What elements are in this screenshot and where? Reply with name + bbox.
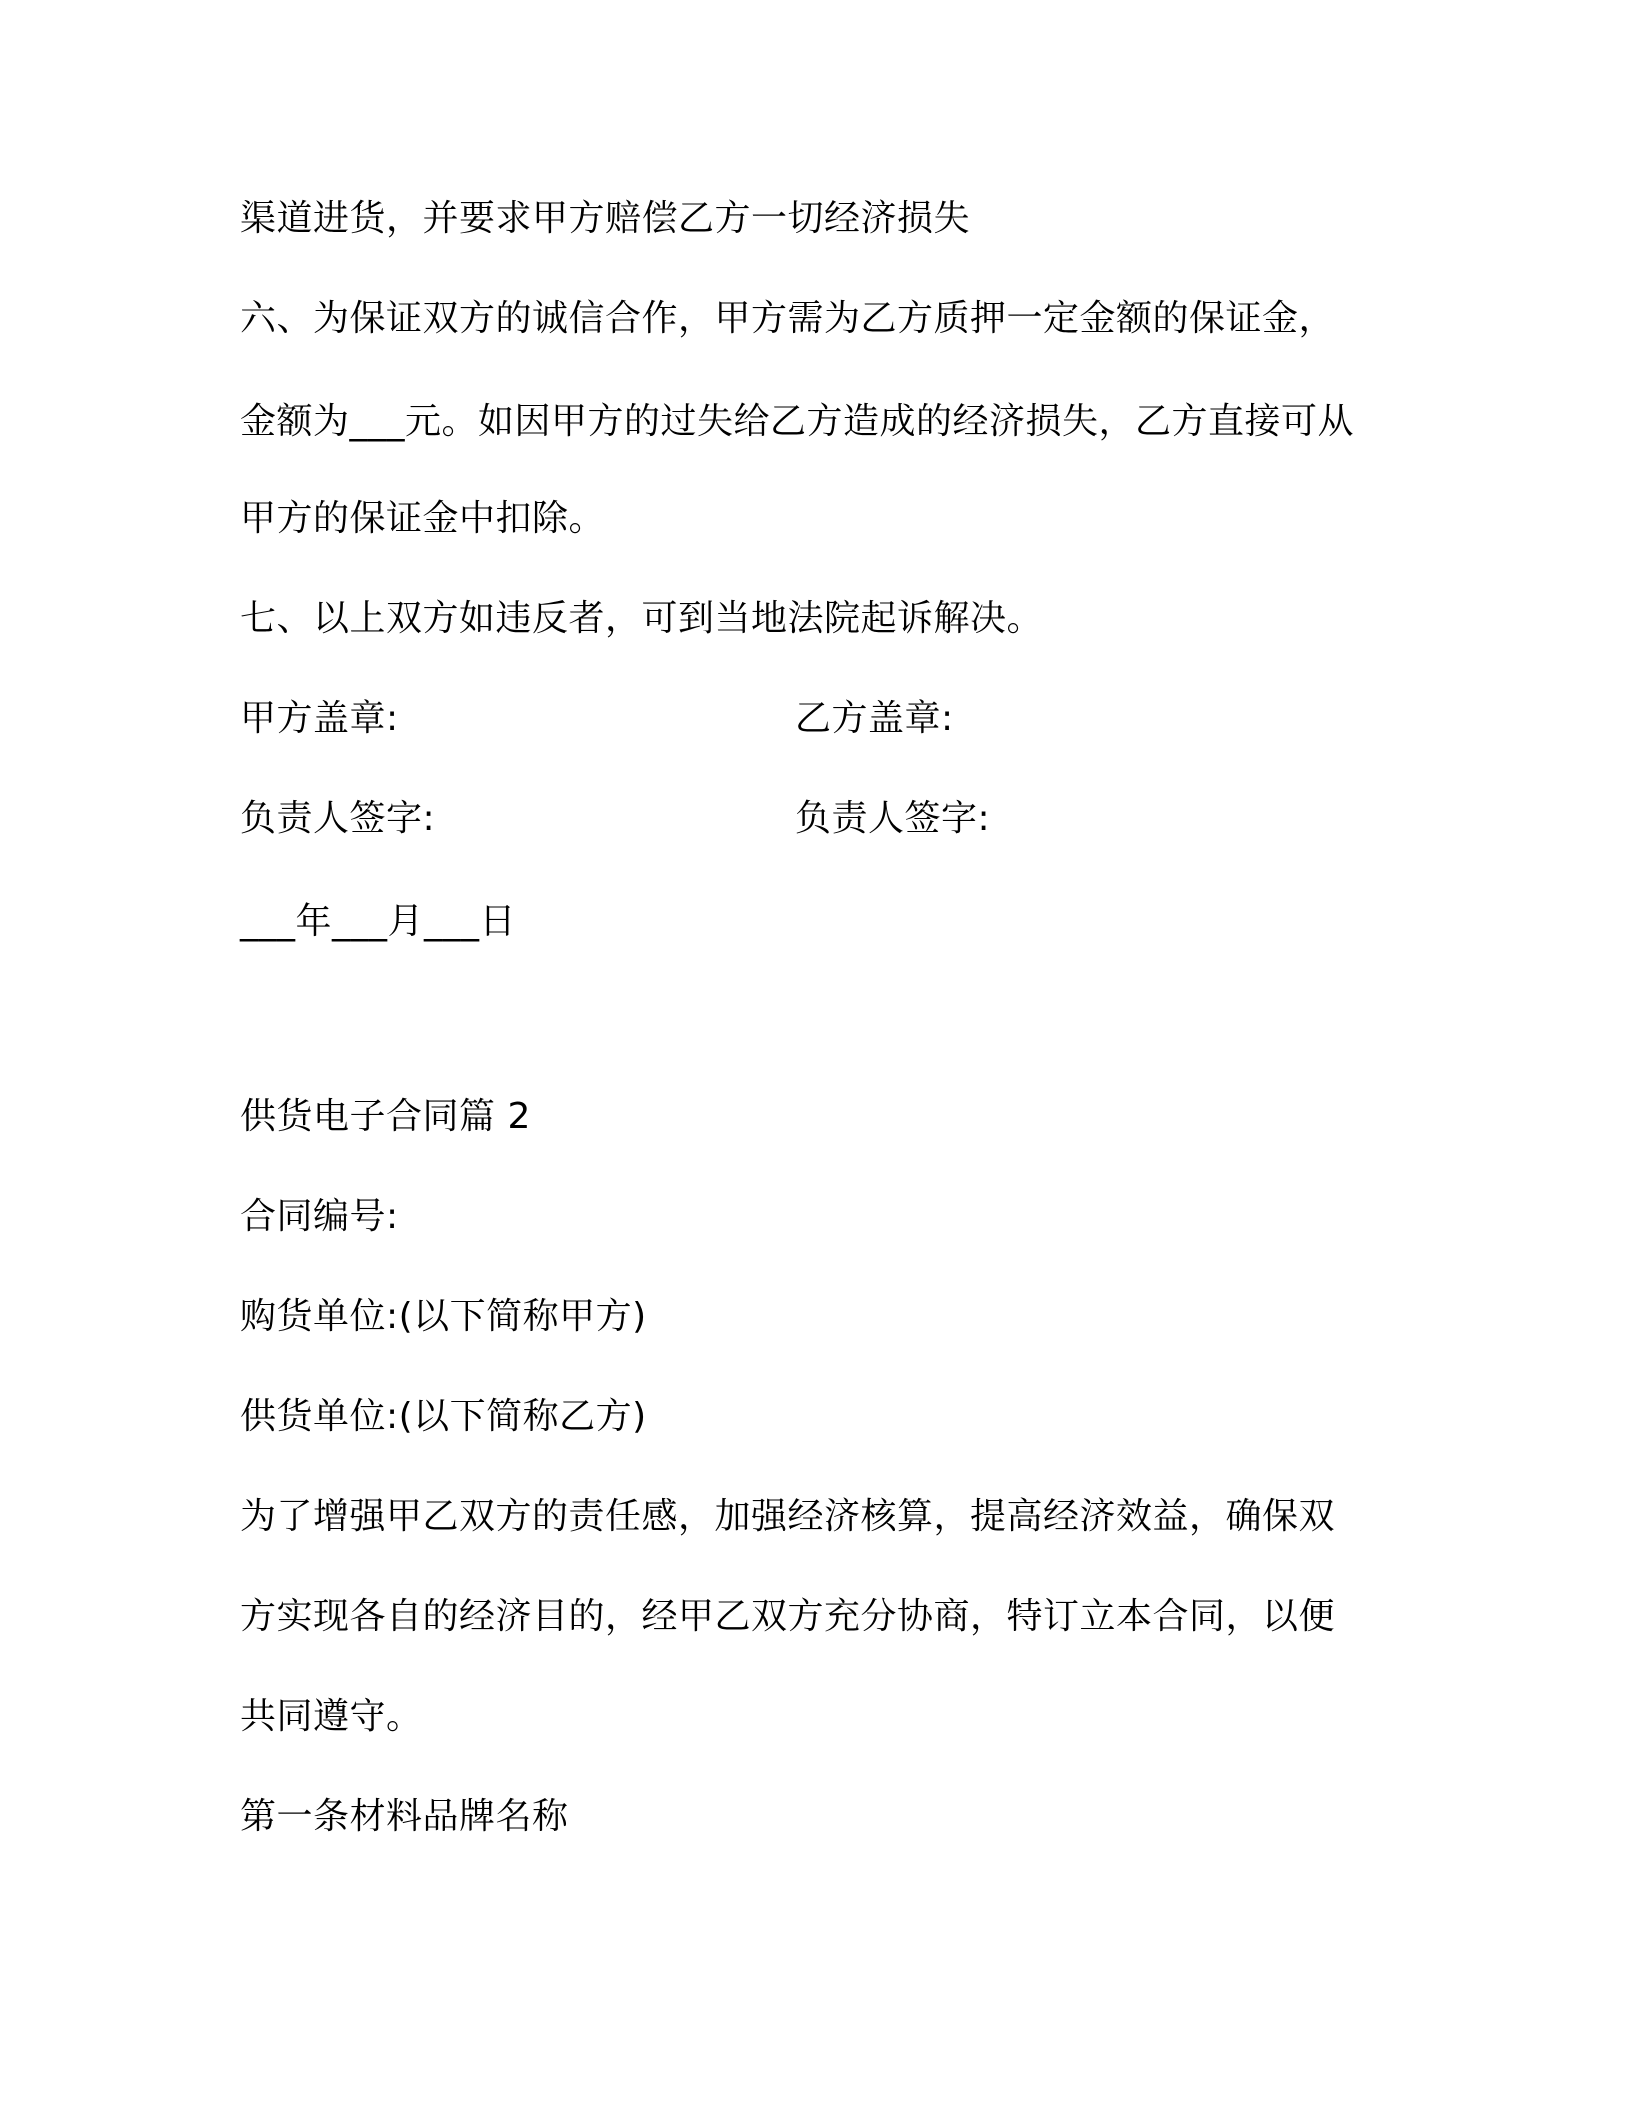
clause-6-line-2: 金额为___元。如因甲方的过失给乙方造成的经济损失，乙方直接可从	[240, 401, 1355, 442]
intro-line-1: 为了增强甲乙双方的责任感，加强经济核算，提高经济效益，确保双	[240, 1496, 1336, 1537]
date-line: ___年___月___日	[240, 901, 517, 942]
contract-number-label: 合同编号:	[240, 1196, 399, 1237]
party-a-seal-label: 甲方盖章:	[240, 698, 399, 739]
supplier-label: 供货单位:(以下简称乙方)	[240, 1396, 647, 1437]
section-2-title: 供货电子合同篇 2	[240, 1096, 531, 1137]
party-b-seal-label: 乙方盖章:	[795, 698, 954, 739]
intro-line-2: 方实现各自的经济目的，经甲乙双方充分协商，特订立本合同，以便	[240, 1596, 1336, 1637]
article-1-heading: 第一条材料品牌名称	[240, 1796, 569, 1837]
clause-6-line-1: 六、为保证双方的诚信合作，甲方需为乙方质押一定金额的保证金，	[240, 298, 1336, 339]
clause-7: 七、以上双方如违反者，可到当地法院起诉解决。	[240, 598, 1044, 639]
intro-line-3: 共同遵守。	[240, 1696, 423, 1737]
buyer-label: 购货单位:(以下简称甲方)	[240, 1296, 647, 1337]
body-line-1: 渠道进货，并要求甲方赔偿乙方一切经济损失	[240, 198, 971, 239]
party-b-sign-label: 负责人签字:	[795, 798, 991, 839]
clause-6-line-3: 甲方的保证金中扣除。	[240, 498, 606, 539]
party-a-sign-label: 负责人签字:	[240, 798, 436, 839]
